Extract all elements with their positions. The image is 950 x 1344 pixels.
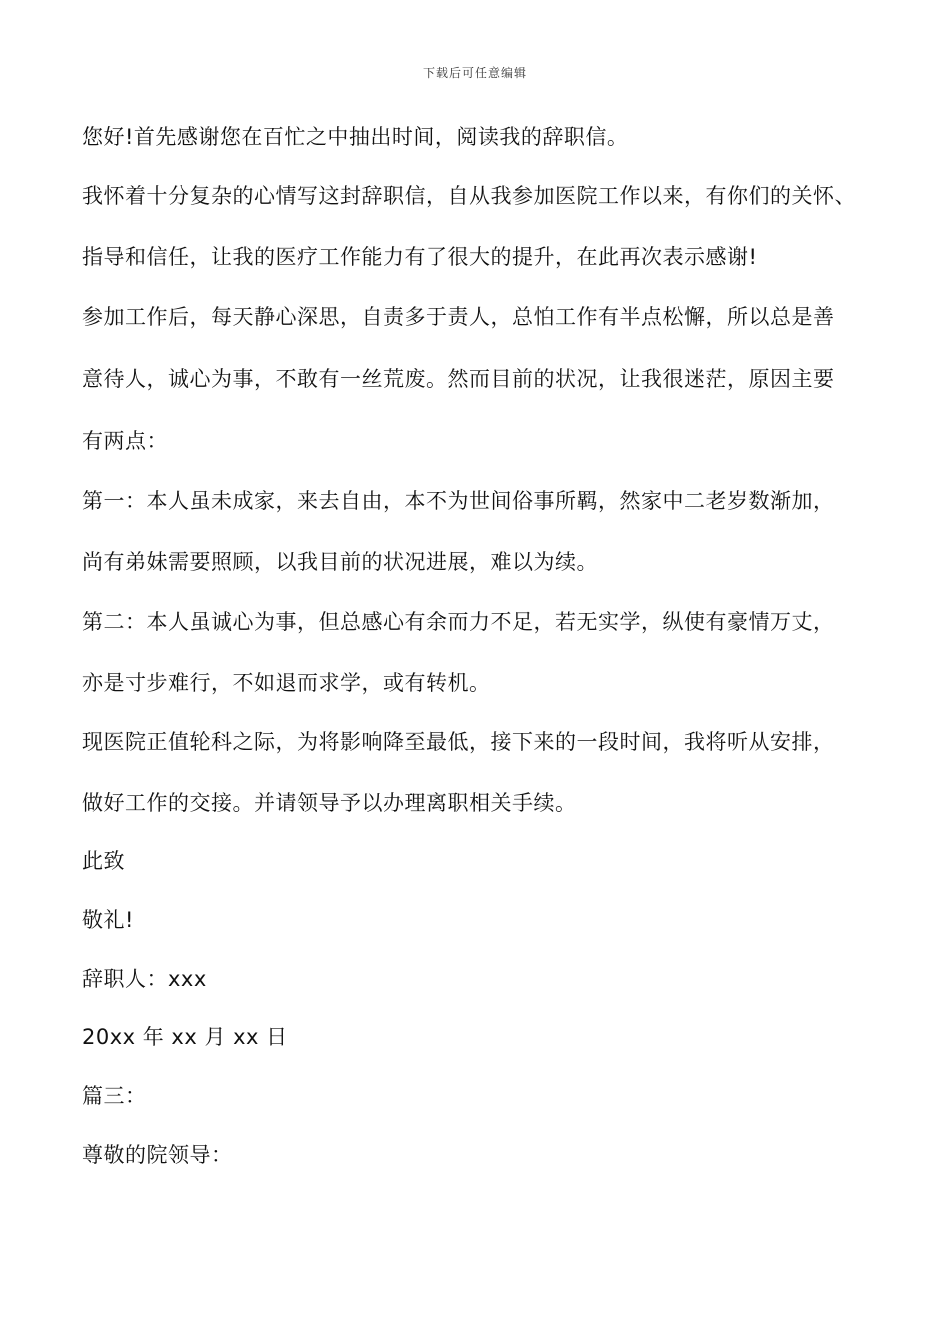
text-line: 指导和信任，让我的医疗工作能力有了很大的提升，在此再次表示感谢! xyxy=(82,245,758,269)
signature-line: 辞职人：xxx xyxy=(82,967,207,991)
text-line: 现医院正值轮科之际，为将影响降至最低，接下来的一段时间，我将听从安排， xyxy=(82,730,835,754)
text-line-greeting: 您好!首先感谢您在百忙之中抽出时间，阅读我的辞职信。 xyxy=(82,125,629,149)
section-heading: 篇三： xyxy=(82,1084,147,1108)
text-line: 亦是寸步难行，不如退而求学，或有转机。 xyxy=(82,671,491,695)
text-line: 第一：本人虽未成家，来去自由，本不为世间俗事所羁，然家中二老岁数渐加， xyxy=(82,489,835,513)
text-line: 第二：本人虽诚心为事，但总感心有余而力不足，若无实学，纵使有豪情万丈， xyxy=(82,610,835,634)
text-line: 有两点： xyxy=(82,429,168,453)
text-line: 我怀着十分复杂的心情写这封辞职信，自从我参加医院工作以来，有你们的关怀、 xyxy=(82,184,856,208)
closing-salutation: 此致 xyxy=(82,849,125,873)
page-header: 下载后可任意编辑 xyxy=(422,66,527,80)
text-line: 参加工作后，每天静心深思，自责多于责人，总怕工作有半点松懈，所以总是善 xyxy=(82,305,835,329)
text-line: 意待人，诚心为事，不敢有一丝荒废。然而目前的状况，让我很迷茫，原因主要 xyxy=(82,367,835,391)
text-line: 做好工作的交接。并请领导予以办理离职相关手续。 xyxy=(82,791,577,815)
text-line: 尚有弟妹需要照顾，以我目前的状况进展，难以为续。 xyxy=(82,550,598,574)
date-line: 20xx 年 xx 月 xx 日 xyxy=(82,1025,288,1049)
addressee-line: 尊敬的院领导： xyxy=(82,1143,233,1167)
closing-regards: 敬礼! xyxy=(82,908,134,932)
